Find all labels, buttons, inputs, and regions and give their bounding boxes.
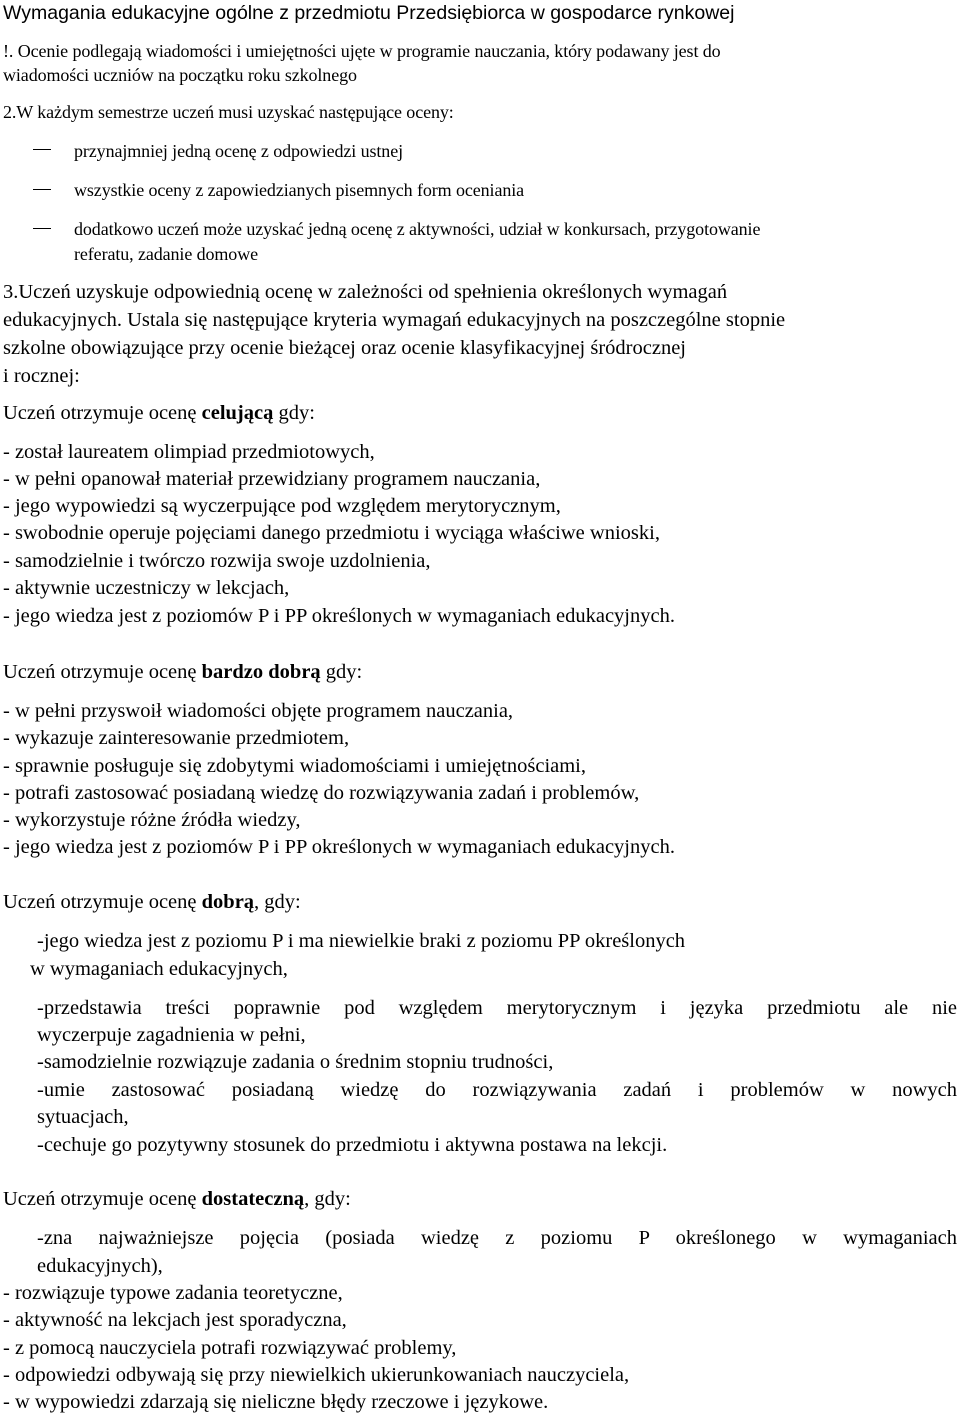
grade-heading-bardzo-dobra [3, 662, 362, 683]
criteria-line: w wymaganiach edukacyjnych, [30, 958, 288, 980]
grade-heading-dobra [3, 892, 301, 913]
criteria-item: - jego wypowiedzi są wyczerpujące pod względem merytorycznym, [3, 495, 561, 517]
grade-heading-prefix: Uczeń otrzymuje ocenę [3, 402, 202, 424]
grade-heading-suffix: , gdy: [304, 1188, 351, 1210]
criteria-item: - jego wiedza jest z poziomów P i PP określonych w wymaganiach edukacyjnych. [3, 836, 675, 858]
dash-bullet [33, 189, 51, 190]
criteria-item: - wykorzystuje różne źródła wiedzy, [3, 809, 301, 831]
criteria-line-justified: -umie zastosować posiadaną wiedzę do rozwiązywania zadań i problemów w nowych [37, 1079, 957, 1101]
criteria-line: wyczerpuje zagadnienia w pełni, [37, 1024, 306, 1046]
rule-3-line-2: edukacyjnych. Ustala się następujące kryteria wymagań edukacyjnych na poszczególne stopnie [3, 309, 786, 331]
criteria-item: - potrafi zastosować posiadaną wiedzę do rozwiązywania zadań i problemów, [3, 782, 640, 804]
rule-3-line-3: szkolne obowiązujące przy ocenie bieżącej oraz ocenie klasyfikacyjnej śródrocznej [3, 337, 686, 359]
criteria-line: -cechuje go pozytywny stosunek do przedmiotu i aktywna postawa na lekcji. [37, 1134, 668, 1156]
criteria-item: - aktywnie uczestniczy w lekcjach, [3, 577, 290, 599]
grade-heading-prefix: Uczeń otrzymuje ocenę [3, 891, 202, 913]
criteria-item: - samodzielnie i twórczo rozwija swoje uzdolnienia, [3, 550, 431, 572]
criteria-item: - sprawnie posługuje się zdobytymi wiadomościami i umiejętnościami, [3, 755, 586, 777]
rule-1-line-2: wiadomości uczniów na początku roku szkolnego [3, 65, 357, 85]
criteria-item: - odpowiedzi odbywają się przy niewielkich ukierunkowaniach nauczyciela, [3, 1364, 630, 1386]
dash-bullet [33, 228, 51, 229]
grade-heading-suffix: , gdy: [254, 891, 301, 913]
criteria-line: edukacyjnych), [37, 1255, 163, 1277]
criteria-item: - w pełni przyswoił wiadomości objęte programem nauczania, [3, 700, 514, 722]
rule-1-line-1: !. Ocenie podlegają wiadomości i umiejętności ujęte w programie nauczania, który podawany jest do [3, 41, 721, 61]
rule-3-line-1: 3.Uczeń uzyskuje odpowiednią ocenę w zależności od spełnienia określonych wymagań [3, 281, 728, 303]
bullet-item-continuation: referatu, zadanie domowe [74, 244, 258, 264]
criteria-item: - rozwiązuje typowe zadania teoretyczne, [3, 1282, 343, 1304]
rule-2: 2.W każdym semestrze uczeń musi uzyskać następujące oceny: [3, 102, 454, 122]
grade-heading-suffix: gdy: [320, 661, 363, 683]
criteria-item: - swobodnie operuje pojęciami danego przedmiotu i wyciąga właściwe wnioski, [3, 522, 660, 544]
grade-heading-suffix: gdy: [273, 402, 315, 424]
grade-name: celującą [201, 402, 274, 424]
grade-name: dostateczną [201, 1188, 305, 1210]
grade-name: bardzo dobrą [201, 661, 321, 683]
bullet-item: dodatkowo uczeń może uzyskać jedną ocenę z aktywności, udział w konkursach, przygotowanie [74, 219, 761, 239]
grade-heading-celujaca [3, 403, 315, 424]
criteria-item: - z pomocą nauczyciela potrafi rozwiązywać problemy, [3, 1337, 457, 1359]
criteria-item: - w pełni opanował materiał przewidziany programem nauczania, [3, 468, 541, 490]
grade-heading-prefix: Uczeń otrzymuje ocenę [3, 1188, 202, 1210]
bullet-item: wszystkie oceny z zapowiedzianych pisemnych form oceniania [74, 180, 525, 200]
criteria-line-justified: -zna najważniejsze pojęcia (posiada wiedzę z poziomu P określonego w wymaganiach [37, 1227, 957, 1249]
document-title: Wymagania edukacyjne ogólne z przedmiotu Przedsiębiorca w gospodarce rynkowej [3, 2, 735, 24]
criteria-item: - jego wiedza jest z poziomów P i PP określonych w wymaganiach edukacyjnych. [3, 605, 675, 627]
grade-name: dobrą [201, 891, 255, 913]
criteria-item: - został laureatem olimpiad przedmiotowych, [3, 441, 375, 463]
criteria-line: -samodzielnie rozwiązuje zadania o średnim stopniu trudności, [37, 1051, 554, 1073]
bullet-item: przynajmniej jedną ocenę z odpowiedzi ustnej [74, 141, 403, 161]
grade-heading-prefix: Uczeń otrzymuje ocenę [3, 661, 202, 683]
criteria-line-justified: -przedstawia treści poprawnie pod względem merytorycznym i języka przedmiotu ale nie [37, 997, 957, 1019]
dash-bullet [33, 149, 51, 150]
rule-3-line-4: i rocznej: [3, 365, 80, 387]
criteria-item: - wykazuje zainteresowanie przedmiotem, [3, 727, 350, 749]
criteria-item: - w wypowiedzi zdarzają się nieliczne błędy rzeczowe i językowe. [3, 1391, 549, 1413]
criteria-item: - aktywność na lekcjach jest sporadyczna, [3, 1309, 347, 1331]
criteria-line: sytuacjach, [37, 1106, 129, 1128]
grade-heading-dostateczna [3, 1189, 351, 1210]
criteria-line: -jego wiedza jest z poziomu P i ma niewielkie braki z poziomu PP określonych [37, 930, 686, 952]
